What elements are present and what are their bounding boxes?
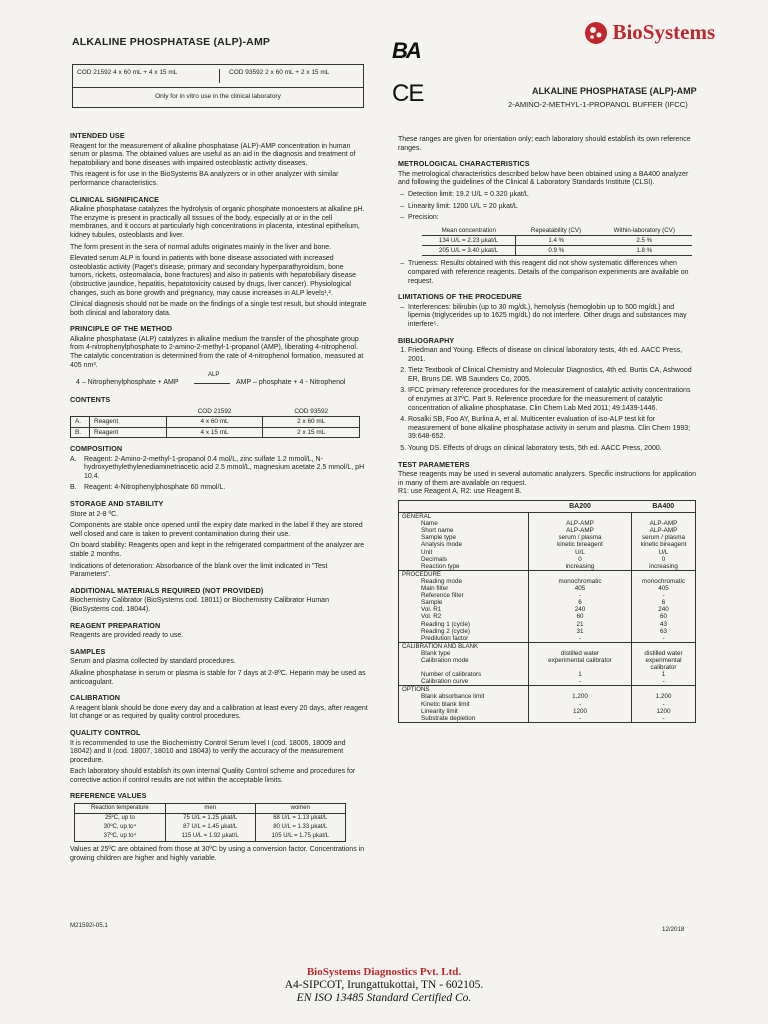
ba-logo: BA [392,38,420,63]
param-label: Predilution factor [399,635,529,643]
samples-heading: SAMPLES [70,646,106,656]
test-parameters-text-2: R1: use Reagent A, R2: use Reagent B. [398,488,522,496]
clinical-heading: CLINICAL SIGNIFICANCE [70,194,160,204]
table-row [399,534,696,541]
param-label: Reading 2 (cycle) [399,628,529,635]
revision-date: 12/2018 [662,926,685,933]
param-value: - [662,634,665,642]
param-label: Reading mode [399,578,529,585]
param-label: Vol. R2 [399,613,529,620]
contents-table [70,407,360,438]
param-label: Blank absorbance limit [399,693,529,700]
param-value: experimental calibrator [529,657,632,671]
clinical-text: Alkaline phosphatase catalyzes the hydrolysis of organic phosphate monoesters at alkaline pH. The enzyme is present in practically all tissues of the body, especially at or in the cell membranes, and it occurs at particularly high concentrations in placenta, intestinal epithelium, kidney tubules, osteoblasts and liver. [70,206,365,239]
param-value: 1 [661,671,666,679]
table-row: 37ºC, up to⁴ 115 U/L = 1.92 µkat/L 105 U/L = 1.75 µkat/L [75,832,346,842]
limitations-text: – Interferences: bilirubin (up to 30 mg/dL), hemolysis (hemoglobin up to 500 mg/dL) and lipemia (triglycerides up to 1625 mg/dL) do not interfere. Other drugs and substances may interfere⁵. [408,304,698,330]
table-row: B. Reagent 4 x 15 mL 2 x 15 mL [71,427,360,437]
param-label: Main filter [399,585,529,592]
metrological-text: The metrological characteristics described below have been obtained using a BA400 analyzer and following the guidelines of the Clinical & Laboratory Standards Institute (CLSI). [398,170,689,187]
preparation-text: Reagents are provided ready to use. [70,632,184,640]
table-row [399,592,696,599]
table-row [399,585,696,592]
document-code: M21592i-05.1 [70,922,108,929]
reference-values-note: Values at 25ºC are obtained from those at 30ºC by using a conversion factor. Concentrations in growing children are higher and highly variable. [70,846,365,862]
table-row [399,628,696,635]
param-value: 1 [529,671,632,678]
param-value: - [662,700,665,708]
limitations-list [398,304,698,330]
preparation-heading: REAGENT PREPARATION [70,620,161,630]
param-value: experimental calibrator [645,656,682,672]
brand-name: BioSystems [612,20,716,44]
param-group-row [399,570,696,578]
table-row: A. Reagent 4 x 60 mL 2 x 60 mL [71,417,360,427]
left-column [70,132,368,866]
param-value: - [662,714,665,722]
contents-col-2: COD 93592 [294,407,329,415]
right-title: ALKALINE PHOSPHATASE (ALP)-AMP [532,86,697,96]
param-value: 1,200 [655,693,672,701]
footer-company: BioSystems Diagnostics Pvt. Ltd. [306,966,462,978]
param-value: - [529,678,632,686]
intended-use-text: Reagent for the measurement of alkaline phosphatase (ALP)-AMP concentration in human serum or plasma. The obtained values are useful as an aid in the diagnosis and treatment of hepatobiliary and bone diseases with impaired osteoblastic activity diseases. [70,142,356,167]
precision-label: – Precision: [408,214,698,223]
param-label: Blank type [399,650,529,657]
additional-heading: ADDITIONAL MATERIALS REQUIRED (NOT PROVIDED) [70,585,264,595]
right-subtitle: 2-AMINO-2-METHYL-1-PROPANOL BUFFER (IFCC) [508,100,688,109]
param-label: Substrate depletion [399,715,529,723]
precision-table: Mean concentration Repeatability (CV) Within-laboratory (CV) 134 U/L = 2.23 µkat/L 1.4 % 2.5 % 205 U/L = 3.40 µkat/L 0.9 % 1.8 % [422,226,692,257]
param-value: monochromatic [529,578,632,585]
param-value: 6 [661,599,666,607]
table-row [399,563,696,571]
test-parameters-table [398,500,696,723]
param-label: Calibration curve [399,678,529,686]
quality-control-text-2: Each laboratory should establish its own internal Quality Control scheme and procedures for corrective action if control results are not within the acceptable limits. [70,768,356,784]
param-value: 0 [661,555,666,563]
ce-mark: CE [392,80,424,107]
param-group-title: GENERAL [399,513,529,521]
quality-control-heading: QUALITY CONTROL [70,727,141,737]
param-value: 405 [529,585,632,592]
storage-text-2: Components are stable once opened until the expiry date marked in the label if they are stored well closed and care is taken to prevent contamination during their use. [70,522,363,538]
quality-control-text: It is recommended to use the Biochemistry Control Serum level I (cod. 18005, 18009 and 18042) and II (cod. 18007, 18010 and 18043) to verify the accuracy of the measurement procedure. [70,739,346,764]
footer-cert: EN ISO 13485 Standard Certified Co. [296,992,472,1004]
trueness-text: – Trueness: Results obtained with this reagent did not show systematic differences when compared with reference reagents. Details of the comparison experiments are available on request. [408,260,698,286]
param-value: ALP-AMP [529,527,632,534]
param-label: Analysis mode [399,541,529,548]
param-value: 6 [529,599,632,606]
param-value: - [662,678,665,686]
param-value: 1,200 [529,693,632,700]
param-value: ALP-AMP [649,520,678,528]
param-value: monochromatic [641,577,686,585]
cod-box-1: COD 21592 4 x 60 mL + 4 x 15 mL [77,69,220,83]
list-item: 3. IFCC primary reference procedures for the measurement of catalytic activity concentrations of enzymes at 37ºC. Part 9. Reference procedure for the measurement of catalytic concentration of alkaline phosphatase. Clin Chem Lab Med 2011; 49:1439-1446. [408,387,698,413]
param-value: 1200 [656,707,671,715]
param-label: Short name [399,527,529,534]
param-value: 31 [529,628,632,635]
param-group-row [399,686,696,694]
table-row [399,650,696,657]
table-row [399,549,696,556]
param-value: 405 [658,585,669,593]
param-value: 0 [529,556,632,563]
list-item: 5. Young DS. Effects of drugs on clinical laboratory tests, 5th ed. AACC Press, 2000. [408,445,698,454]
param-label: Linearity limit [399,708,529,715]
param-value: 60 [659,613,667,621]
reaction-left: 4 – Nitrophenylphosphate + AMP [76,379,179,387]
bibliography-list [398,347,698,454]
intended-use-heading: INTENDED USE [70,131,125,140]
trueness-list [398,260,698,286]
calibration-heading: CALIBRATION [70,693,121,703]
table-row [399,635,696,643]
footer-address: A4-SIPCOT, Irungattukottai, TN - 602105. [284,979,484,991]
composition-a: A. Reagent: 2-Amino-2-methyl-1-propanol 0.4 mol/L, zinc sulfate 1.2 mmol/L, N-hydroxyethylethylenediaminetriacetic acid 2.5 mmol/L, magnesium acetate 2.5 mmol/L, pH 10.4. [70,455,365,480]
calibration-text: A reagent blank should be done every day and a calibration at least every 20 days, after reagent lot change or as required by quality control procedures. [70,704,368,721]
table-row: 205 U/L = 3.40 µkat/L 0.9 % 1.8 % [422,246,692,256]
param-label: Name [399,520,529,527]
ivd-note: Only for in vitro use in the clinical laboratory [155,93,281,100]
storage-text: Store at 2-8 ºC. [70,510,119,518]
table-row [399,671,696,678]
clinical-text-4: Clinical diagnosis should not be made on the findings of a single test result, but should integrate both clinical and laboratory data. [70,301,367,317]
table-row [399,621,696,628]
param-value: kinetic bireagent [640,541,687,549]
reaction-arrow [194,383,230,384]
table-row: 30ºC, up to⁴ 87 U/L = 1.45 µkat/L 80 U/L = 1.33 µkat/L [75,823,346,832]
list-item: 1. Friedman and Young. Effects of disease on clinical laboratory tests, 4th ed. AACC Press, 2001. [408,347,698,364]
param-value: ALP-AMP [649,527,678,535]
param-group-title: CALIBRATION AND BLANK [399,642,529,650]
param-value: 240 [658,606,669,614]
limitations-heading: LIMITATIONS OF THE PROCEDURE [398,292,522,302]
param-value: 21 [529,621,632,628]
reaction-enzyme: ALP [208,372,220,379]
test-parameters-heading: TEST PARAMETERS [398,459,470,469]
clinical-text-3: Elevated serum ALP is found in patients with bone disease associated with increased osteoblastic activity (Paget's disease, primary and secondary hyperparathyroidism, bone tumors, rickets, osteomalacia, bone fractures) and also in patients with hepatobiliary disease (obstructive jaundice, hepatitis, hepatotoxicity caused by drugs, liver cancer). Physiological changes, such as bone growth and pregnancy, may cause increases in ALP levels¹,². [70,255,356,297]
table-row [399,657,696,671]
metrological-heading: METROLOGICAL CHARACTERISTICS [398,159,530,169]
table-row: 134 U/L = 2.23 µkat/L 1.4 % 2.5 % [422,235,692,245]
ranges-note: These ranges are given for orientation only; each laboratory should establish its own reference ranges. [398,136,691,152]
param-value: 60 [529,613,632,620]
param-label: Sample [399,599,529,606]
param-value: 1200 [529,708,632,715]
table-row [399,693,696,700]
param-value: - [529,715,632,723]
right-column [398,136,698,723]
storage-text-3: On board stability: Reagents open and kept in the refrigerated compartment of the analyzer are stable 2 months. [70,542,365,558]
param-label: Reaction type [399,563,529,571]
table-row [399,678,696,686]
param-label: Kinetic blank limit [399,701,529,708]
table-row [399,708,696,715]
principle-text: Alkaline phosphatase (ALP) catalyzes in alkaline medium the transfer of the phosphate group from 4-nitrophenylphosphate to 2-amino-2-methyl-1-propanol (AMP), liberating 4-nitrophenol. The catalytic concentration is determined from the rate of 4-nitrophenol formation, measured at 405 nm³. [70,335,364,369]
col-ba400: BA400 [652,503,675,511]
param-value: serum / plasma [641,534,686,542]
param-value: 43 [659,620,667,628]
table-row [399,527,696,534]
reference-values-table: Reaction temperature men women 25ºC, up to 75 U/L = 1.25 µkat/L 68 U/L = 1.13 µkat/L 30ºC, up to⁴ 87 U/L = 1.45 µkat/L 80 U/L = 1.33 µkat/L 37ºC, up to⁴ 115 U/L = 1.92 µkat/L 105 U/L = 1.75 µkat/L [74,803,346,842]
table-row [399,578,696,585]
reaction-equation [70,373,368,389]
brand-logo [584,20,715,45]
storage-text-4: Indications of deterioration: Absorbance of the blank over the limit indicated in "Test Parameters". [70,562,328,579]
samples-text-2: Alkaline phosphatase in serum or plasma is stable for 7 days at 2-8ºC. Heparin may be used as anticoagulant. [70,669,366,686]
contents-heading: CONTENTS [70,395,111,405]
param-group-title: PROCEDURE [399,570,529,578]
param-value: 63 [659,627,667,635]
param-value: ALP-AMP [529,520,632,527]
param-value: - [529,635,632,643]
param-label: Decimals [399,556,529,563]
linearity-limit: – Linearity limit: 1200 U/L = 20 µkat/L [408,203,698,212]
list-item: 4. Rosalki SB, Foo AY, Burlina A, et al. Multicenter evaluation of iso-ALP test kit for measurement of bone alkaline phosphatase activity in serum and plasma. Clin Chem 1993; 39:648-652. [408,416,698,442]
table-row [399,599,696,606]
biosystems-globe-icon [584,21,608,45]
table-row [399,541,696,548]
contents-col-1: COD 21592 [197,407,232,415]
samples-text: Serum and plasma collected by standard procedures. [70,658,236,666]
test-parameters-text: These reagents may be used in several automatic analyzers. Specific instructions for application in many of them are available on request. [398,471,697,487]
param-value: increasing [649,562,678,570]
param-group-row [399,513,696,521]
composition-b: B. Reagent: 4-Nitrophenylphosphate 60 mmol/L. [70,484,226,492]
list-item: 2. Tietz Textbook of Clinical Chemistry and Molecular Diagnostics, 4th ed. Burtis CA, Ashwood ER, Bruns DE. WB Saunders Co, 2005. [408,367,698,384]
param-label: Calibration mode [399,657,529,671]
param-label: Number of calibrators [399,671,529,678]
table-row [399,556,696,563]
cod-box-2: COD 93592 2 x 60 mL + 2 x 15 mL [229,69,330,76]
table-row [399,613,696,620]
param-value: 240 [529,606,632,613]
table-row [399,701,696,708]
param-value: - [529,592,632,599]
param-label: Vol. R1 [399,606,529,613]
param-value: increasing [529,563,632,571]
reaction-right: AMP – phosphate + 4 - Nitrophenol [236,379,346,387]
footer [0,966,768,1004]
product-title: ALKALINE PHOSPHATASE (ALP)-AMP [72,36,271,48]
intended-use-text-2: This reagent is for use in the BioSystems BA analyzers or in other analyzer with similar performance characteristics. [70,171,339,187]
param-label: Unit [399,549,529,556]
table-row [399,606,696,613]
param-value: kinetic bireagent [529,541,632,548]
cod-box [72,64,364,108]
param-label: Reading 1 (cycle) [399,621,529,628]
composition-heading: COMPOSITION [70,444,123,454]
detection-limit: – Detection limit: 19.2 U/L = 0.320 µkat/L [408,191,698,200]
clinical-text-2: The form present in the sera of normal adults originates mainly in the liver and bone. [70,243,332,251]
reference-values-heading: REFERENCE VALUES [70,791,147,801]
param-label: Sample type [399,534,529,541]
test-parameters-body [399,513,696,723]
param-value: - [662,592,665,600]
param-group-title: OPTIONS [399,686,529,694]
param-value: U/L [529,549,632,556]
principle-heading: PRINCIPLE OF THE METHOD [70,324,173,334]
table-row [399,520,696,527]
param-value: - [529,701,632,708]
param-value: distilled water [529,650,632,657]
param-group-row [399,642,696,650]
col-ba200: BA200 [569,503,591,511]
table-row: 25ºC, up to 75 U/L = 1.25 µkat/L 68 U/L = 1.13 µkat/L [75,814,346,824]
additional-text: Biochemistry Calibrator (BioSystems cod. 18011) or Biochemistry Calibrator Human (BioSystems cod. 18044). [70,597,329,613]
param-value: distilled water [644,649,683,657]
param-label: Reference filter [399,592,529,599]
param-value: U/L [658,548,669,556]
storage-heading: STORAGE AND STABILITY [70,499,164,509]
metrological-list [398,191,698,223]
param-value: serum / plasma [529,534,632,541]
bibliography-heading: BIBLIOGRAPHY [398,335,455,345]
table-row [399,715,696,723]
